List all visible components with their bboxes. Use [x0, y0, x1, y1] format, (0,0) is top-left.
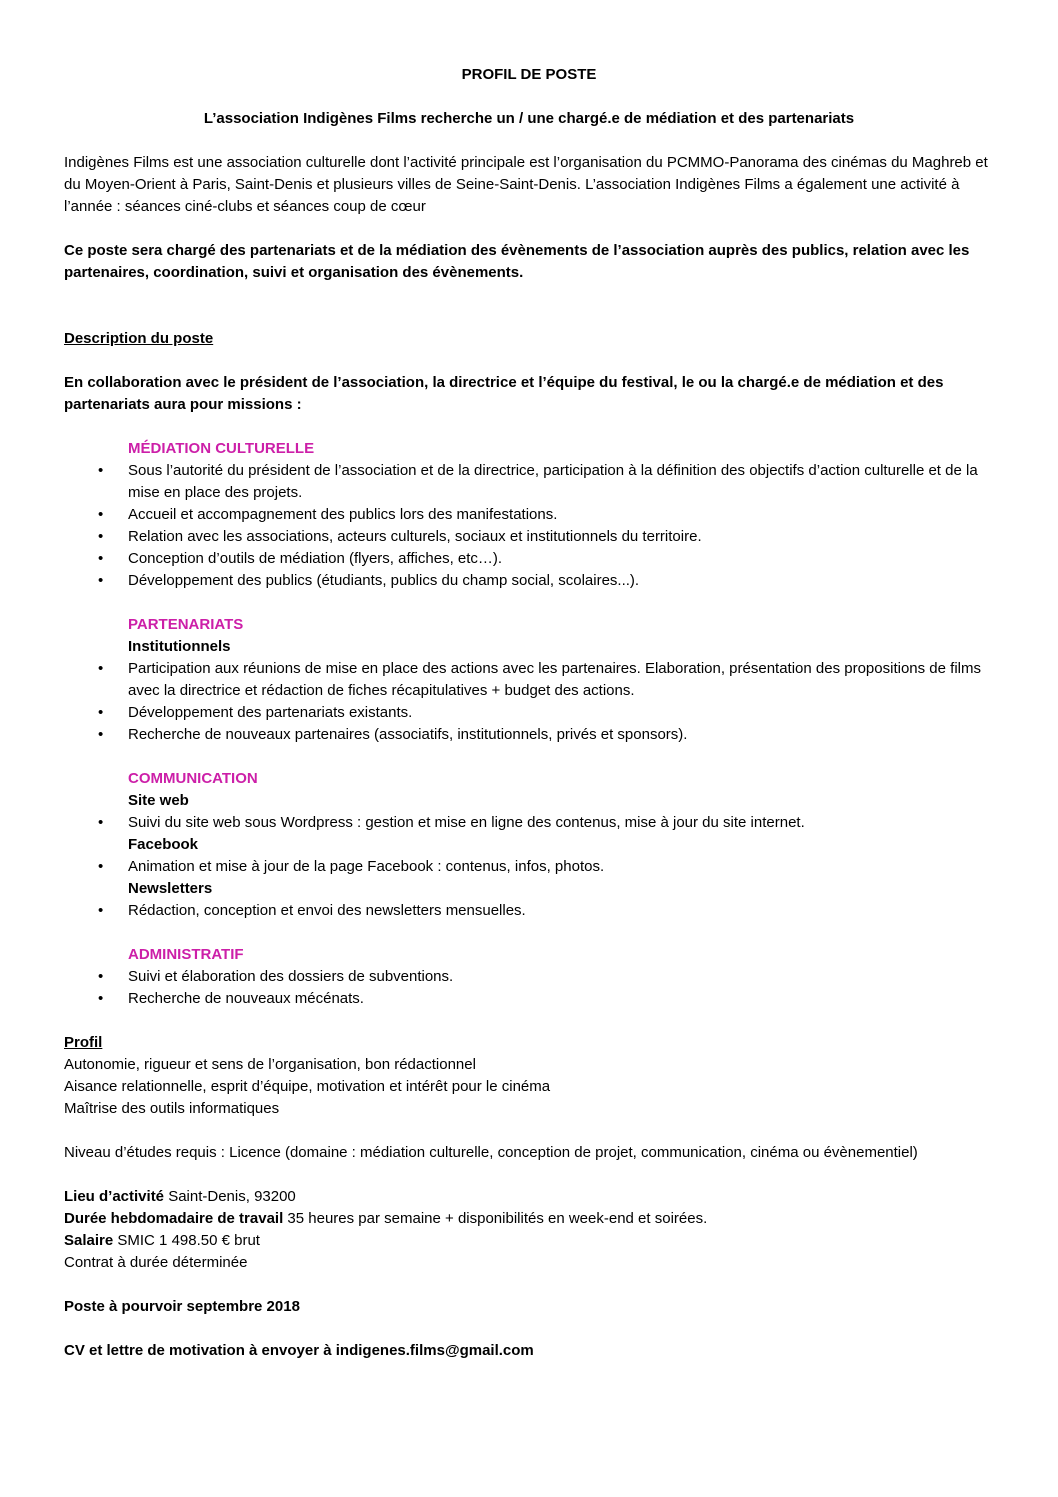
lieu-label: Lieu d’activité [64, 1188, 165, 1205]
profil-line: Maîtrise des outils informatiques [64, 1100, 280, 1117]
list-item: • Rédaction, conception et envoi des newsletters mensuelles. [64, 900, 994, 922]
list-item: • Suivi et élaboration des dossiers de subventions. [64, 966, 994, 988]
list-facebook [64, 856, 994, 878]
list-partenariats [64, 658, 994, 746]
section-title-mediation: MÉDIATION CULTURELLE [128, 440, 315, 457]
summary-paragraph: Ce poste sera chargé des partenariats et de la médiation des évènements de l’association auprès des publics, relation avec les partenaires, coordination, suivi et organisation des évènements. [64, 242, 970, 281]
section-title-administratif: ADMINISTRATIF [128, 946, 244, 963]
lieu-line [64, 1186, 994, 1208]
poste-date: Poste à pourvoir septembre 2018 [64, 1298, 300, 1315]
list-newsletters [64, 900, 994, 922]
subsection-title-institutionnels: Institutionnels [128, 638, 231, 655]
list-item: • Participation aux réunions de mise en place des actions avec les partenaires. Elaboration, présentation des propositions de films avec la directrice et rédaction de fiches récapitulatives + budget des actions. [64, 658, 994, 702]
page-title: PROFIL DE POSTE [461, 66, 597, 83]
list-administratif [64, 966, 994, 1010]
list-item: • Animation et mise à jour de la page Facebook : contenus, infos, photos. [64, 856, 994, 878]
list-site-web [64, 812, 994, 834]
section-administratif [64, 944, 994, 1010]
list-item: • Suivi du site web sous Wordpress : gestion et mise en ligne des contenus, mise à jour du site internet. [64, 812, 994, 834]
subsection-title-newsletters: Newsletters [128, 880, 213, 897]
list-item: • Accueil et accompagnement des publics lors des manifestations. [64, 504, 994, 526]
section-mediation [64, 438, 994, 592]
profil-line: Autonomie, rigueur et sens de l’organisation, bon rédactionnel [64, 1056, 476, 1073]
section-title-partenariats: PARTENARIATS [128, 616, 244, 633]
section-title-communication: COMMUNICATION [128, 770, 258, 787]
contact-line: CV et lettre de motivation à envoyer à indigenes.films@gmail.com [64, 1342, 534, 1359]
salaire-value: SMIC 1 498.50 € brut [113, 1232, 260, 1249]
list-item: • Recherche de nouveaux partenaires (associatifs, institutionnels, privés et sponsors). [64, 724, 994, 746]
list-item: • Développement des publics (étudiants, publics du champ social, scolaires...). [64, 570, 994, 592]
description-heading: Description du poste [64, 330, 214, 347]
list-item: • Développement des partenariats existants. [64, 702, 994, 724]
section-conditions [64, 1186, 994, 1274]
salaire-label: Salaire [64, 1232, 114, 1249]
list-item: • Relation avec les associations, acteurs culturels, sociaux et institutionnels du territoire. [64, 526, 994, 548]
list-item: • Sous l’autorité du président de l’association et de la directrice, participation à la définition des objectifs d’action culturelle et de la mise en place des projets. [64, 460, 994, 504]
duree-line [64, 1208, 994, 1230]
intro-paragraph: Indigènes Films est une association culturelle dont l’activité principale est l’organisation du PCMMO-Panorama des cinémas du Maghreb et du Moyen-Orient à Paris, Saint-Denis et plusieurs villes de Seine-Saint-Denis. L’association Indigènes Films a également une activité à l’année : séances ciné-clubs et séances coup de cœur [64, 154, 988, 215]
subsection-title-facebook: Facebook [128, 836, 199, 853]
duree-value: 35 heures par semaine + disponibilités en week-end et soirées. [283, 1210, 708, 1227]
subsection-title-site-web: Site web [128, 792, 189, 809]
niveau-etudes: Niveau d’études requis : Licence (domaine : médiation culturelle, conception de projet, communication, cinéma ou évènementiel) [64, 1144, 918, 1161]
profil-line: Aisance relationnelle, esprit d’équipe, motivation et intérêt pour le cinéma [64, 1078, 551, 1095]
section-partenariats [64, 614, 994, 746]
profil-heading: Profil [64, 1034, 103, 1051]
lieu-value: Saint-Denis, 93200 [164, 1188, 296, 1205]
list-item: • Conception d’outils de médiation (flyers, affiches, etc…). [64, 548, 994, 570]
list-item: • Recherche de nouveaux mécénats. [64, 988, 994, 1010]
salaire-line [64, 1230, 994, 1252]
page-subtitle: L’association Indigènes Films recherche un / une chargé.e de médiation et des partenariats [203, 110, 855, 127]
list-mediation [64, 460, 994, 592]
duree-label: Durée hebdomadaire de travail [64, 1210, 284, 1227]
section-profil [64, 1032, 994, 1164]
missions-intro: En collaboration avec le président de l’association, la directrice et l’équipe du festival, le ou la chargé.e de médiation et des partenariats aura pour missions : [64, 374, 944, 413]
section-communication [64, 768, 994, 922]
contrat-line: Contrat à durée déterminée [64, 1254, 248, 1271]
document-page [64, 64, 994, 1362]
